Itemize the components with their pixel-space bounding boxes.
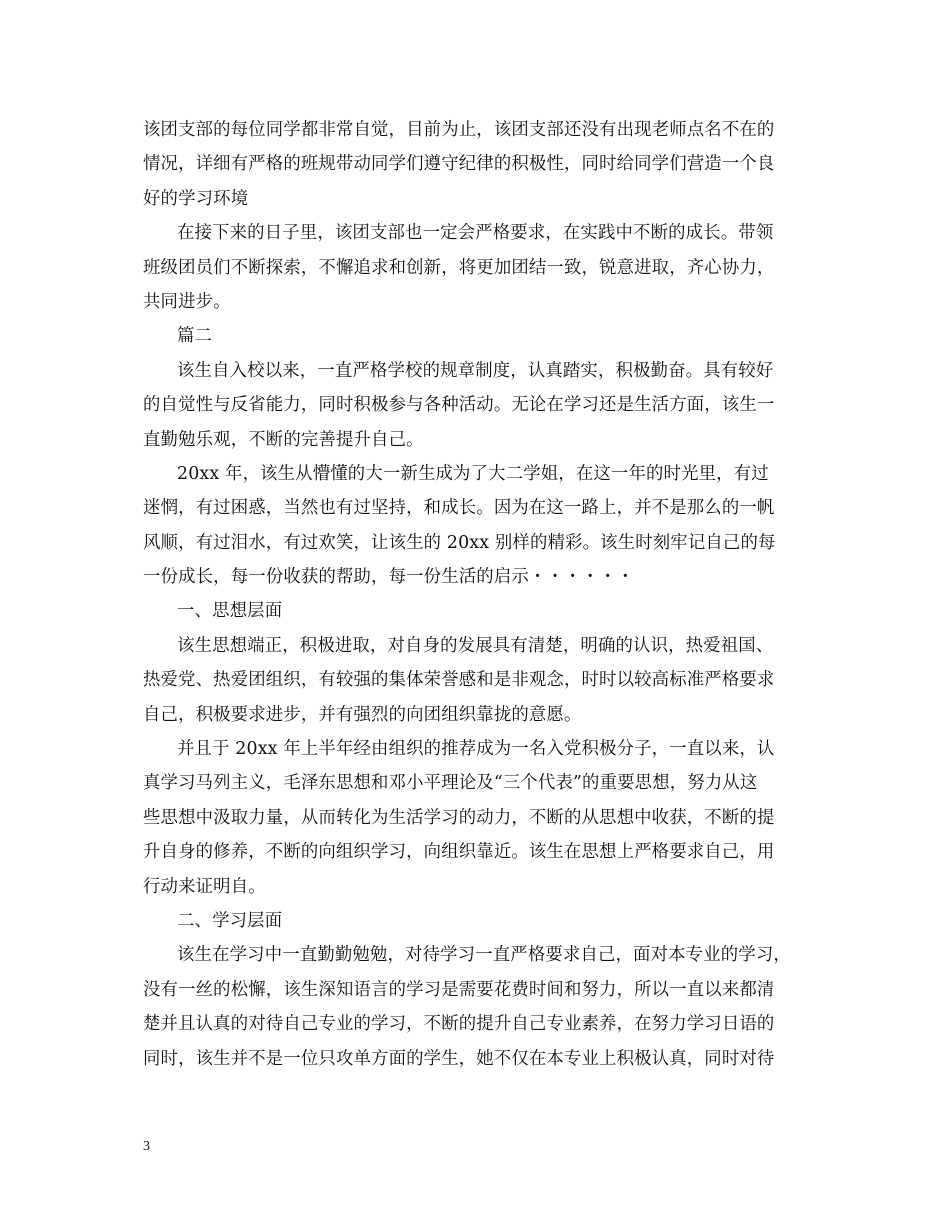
- text-line: 直勤勉乐观，不断的完善提升自己。: [143, 429, 424, 450]
- text-line: 迷惘，有过困惑，当然也有过坚持，和成长。因为在这一路上，并不是那么的一帆: [143, 498, 775, 519]
- text-line: 热爱党、热爱团组织，有较强的集体荣誉感和是非观念，时时以较高标准严格要求: [143, 670, 775, 691]
- text-line: 篇二: [177, 326, 213, 347]
- text-line: 并且于 20xx 年上半年经由组织的推荐成为一名入党积极分子，一直以来，认: [177, 739, 775, 760]
- text-line: 好的学习环境: [143, 188, 249, 209]
- text-line: 同时，该生并不是一位只攻单方面的学生，她不仅在本专业上积极认真，同时对待: [143, 1048, 775, 1069]
- text-line: 楚并且认真的对待自己专业的学习，不断的提升自己专业素养，在努力学习日语的: [143, 1014, 775, 1035]
- page-number: 3: [143, 1139, 150, 1154]
- text-line: 该团支部的每位同学都非常自觉，目前为止，该团支部还没有出现老师点名不在的: [143, 120, 775, 140]
- text-line: 该生思想端正，积极进取，对自身的发展具有清楚，明确的认识，热爱祖国、: [177, 635, 774, 656]
- text-line: 二、学习层面: [177, 910, 283, 931]
- text-line: 该生在学习中一直勤勤勉勉，对待学习一直严格要求自己，面对本专业的学习，: [177, 945, 791, 966]
- text-line: 20xx 年，该生从懵懂的大一新生成为了大二学姐，在这一年的时光里，有过: [177, 463, 769, 484]
- text-line: 些思想中汲取力量，从而转化为生活学习的动力，不断的从思想中收获，不断的提: [143, 807, 775, 828]
- document-body: [143, 113, 823, 1076]
- text-line: 行动来证明自。: [143, 876, 266, 897]
- text-line: 班级团员们不断探索，不懈追求和创新，将更加团结一致，锐意进取，齐心协力，: [143, 257, 775, 278]
- text-line: 没有一丝的松懈，该生深知语言的学习是需要花费时间和努力，所以一直以来都清: [143, 979, 775, 1000]
- text-line: 在接下来的日子里，该团支部也一定会严格要求，在实践中不断的成长。带领: [177, 223, 774, 244]
- text-line: 一、思想层面: [177, 601, 283, 622]
- text-line: 该生自入校以来，一直严格学校的规章制度，认真踏实，积极勤奋。具有较好: [177, 360, 774, 381]
- text-line: 共同进步。: [143, 291, 231, 312]
- text-line: 升自身的修养，不断的向组织学习，向组织靠近。该生在思想上严格要求自己，用: [143, 842, 775, 863]
- text-line: 的自觉性与反省能力，同时积极参与各种活动。无论在学习还是生活方面，该生一: [143, 395, 775, 416]
- text-line: 真学习马列主义，毛泽东思想和邓小平理论及“三个代表”的重要思想，努力从这: [143, 773, 758, 794]
- text-line: 情况，详细有严格的班规带动同学们遵守纪律的积极性，同时给同学们营造一个良: [143, 154, 775, 175]
- text-line: 一份成长，每一份收获的帮助，每一份生活的启示・・・・・・: [143, 567, 635, 588]
- text-line: 自己，积极要求进步，并有强烈的向团组织靠拢的意愿。: [143, 704, 582, 725]
- text-line: 风顺，有过泪水，有过欢笑，让该生的 20xx 别样的精彩。该生时刻牢记自己的每: [143, 532, 776, 553]
